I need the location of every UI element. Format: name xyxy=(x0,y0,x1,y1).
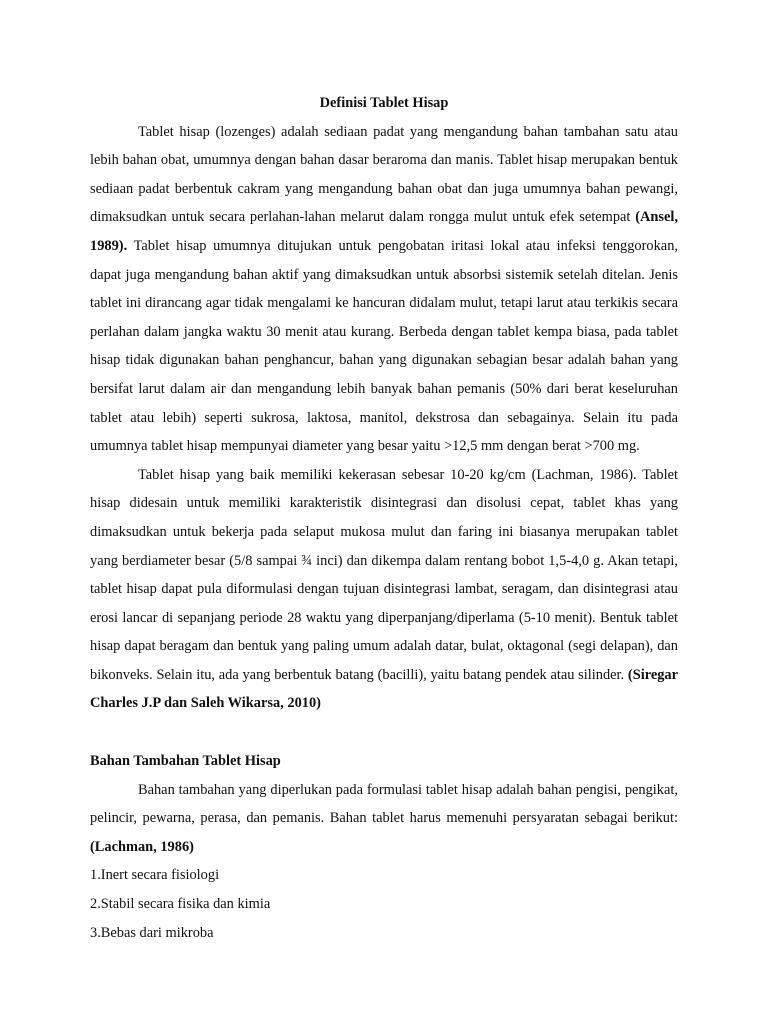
paragraph-2-text: Tablet hisap yang baik memiliki kekerasan sebesar 10-20 kg/cm (Lachman, 1986). Tablet hisap didesain untuk memiliki karakteristik disintegrasi dan disolusi cepat, tablet khas yang dimaksudkan untuk bekerja pada selaput mukosa mulut dan faring ini biasanya merupakan tablet yang berdiameter besar (5/8 sampai ¾ inci) dan dikempa dalam rentang bobot 1,5-4,0 g. Akan tetapi, tablet hisap dapat pula diformulasi dengan tujuan disintegrasi lambat, seragam, dan disintegrasi atau erosi lancar di sepanjang periode 28 waktu yang diperpanjang/diperlama (5-10 menit). Bentuk tablet hisap dapat beragam dan bentuk yang paling umum adalah datar, bulat, oktagonal (segi delapan), dan bikonveks. Selain itu, ada yang berbentuk batang (bacilli), yaitu batang pendek atau silinder. xyxy=(90,466,678,683)
list-item: 3.Bebas dari mikroba xyxy=(90,924,214,941)
citation-lachman: (Lachman, 1986) xyxy=(90,838,194,855)
list-item: 1.Inert secara fisiologi xyxy=(90,867,220,884)
document-body xyxy=(90,89,678,947)
section-heading: Bahan Tambahan Tablet Hisap xyxy=(90,753,281,770)
citation-siregar: (Siregar Charles J.P dan Saleh Wikarsa, 2010) xyxy=(90,666,678,712)
paragraph-3 xyxy=(90,776,678,862)
citation-ansel: (Ansel, 1989). xyxy=(90,209,678,254)
paragraph-1-text-after: Tablet hisap umumnya ditujukan untuk pengobatan iritasi lokal atau infeksi tenggorokan, dapat juga mengandung bahan aktif yang dimaksudkan untuk absorbsi sistemik setelah ditelan. Jenis tablet ini dirancang agar tidak mengalami ke hancuran didalam mulut, tetapi larut atau terkikis secara perlahan dalam jangka waktu 30 menit atau kurang. Berbeda dengan tablet kempa biasa, pada tablet hisap tidak digunakan bahan penghancur, bahan yang digunakan sebagian besar adalah bahan yang bersifat larut dalam air dan mengandung lebih banyak bahan pemanis (50% dari berat keseluruhan tablet atau lebih) seperti sukrosa, laktosa, manitol, dekstrosa dan sebagainya. Selain itu pada umumnya tablet hisap mempunyai diameter yang besar yaitu >12,5 mm dengan berat >700 mg. xyxy=(90,237,678,455)
page-title: Definisi Tablet Hisap xyxy=(319,95,449,111)
paragraph-1 xyxy=(90,118,678,461)
paragraph-2 xyxy=(90,461,678,718)
requirements-list xyxy=(90,861,678,947)
list-item: 2.Stabil secara fisika dan kimia xyxy=(90,896,271,913)
paragraph-1-text: Tablet hisap (lozenges) adalah sediaan padat yang mengandung bahan tambahan satu atau lebih bahan obat, umumnya dengan bahan dasar beraroma dan manis. Tablet hisap merupakan bentuk sediaan padat berbentuk cakram yang mengandung bahan obat dan juga umumnya bahan pewangi, dimaksudkan untuk secara perlahan-lahan melarut dalam rongga mulut untuk efek setempat xyxy=(90,123,678,226)
paragraph-3-text: Bahan tambahan yang diperlukan pada formulasi tablet hisap adalah bahan pengisi, pengikat, pelincir, pewarna, perasa, dan pemanis. Bahan tablet harus memenuhi persyaratan sebagai berikut: xyxy=(90,781,678,827)
